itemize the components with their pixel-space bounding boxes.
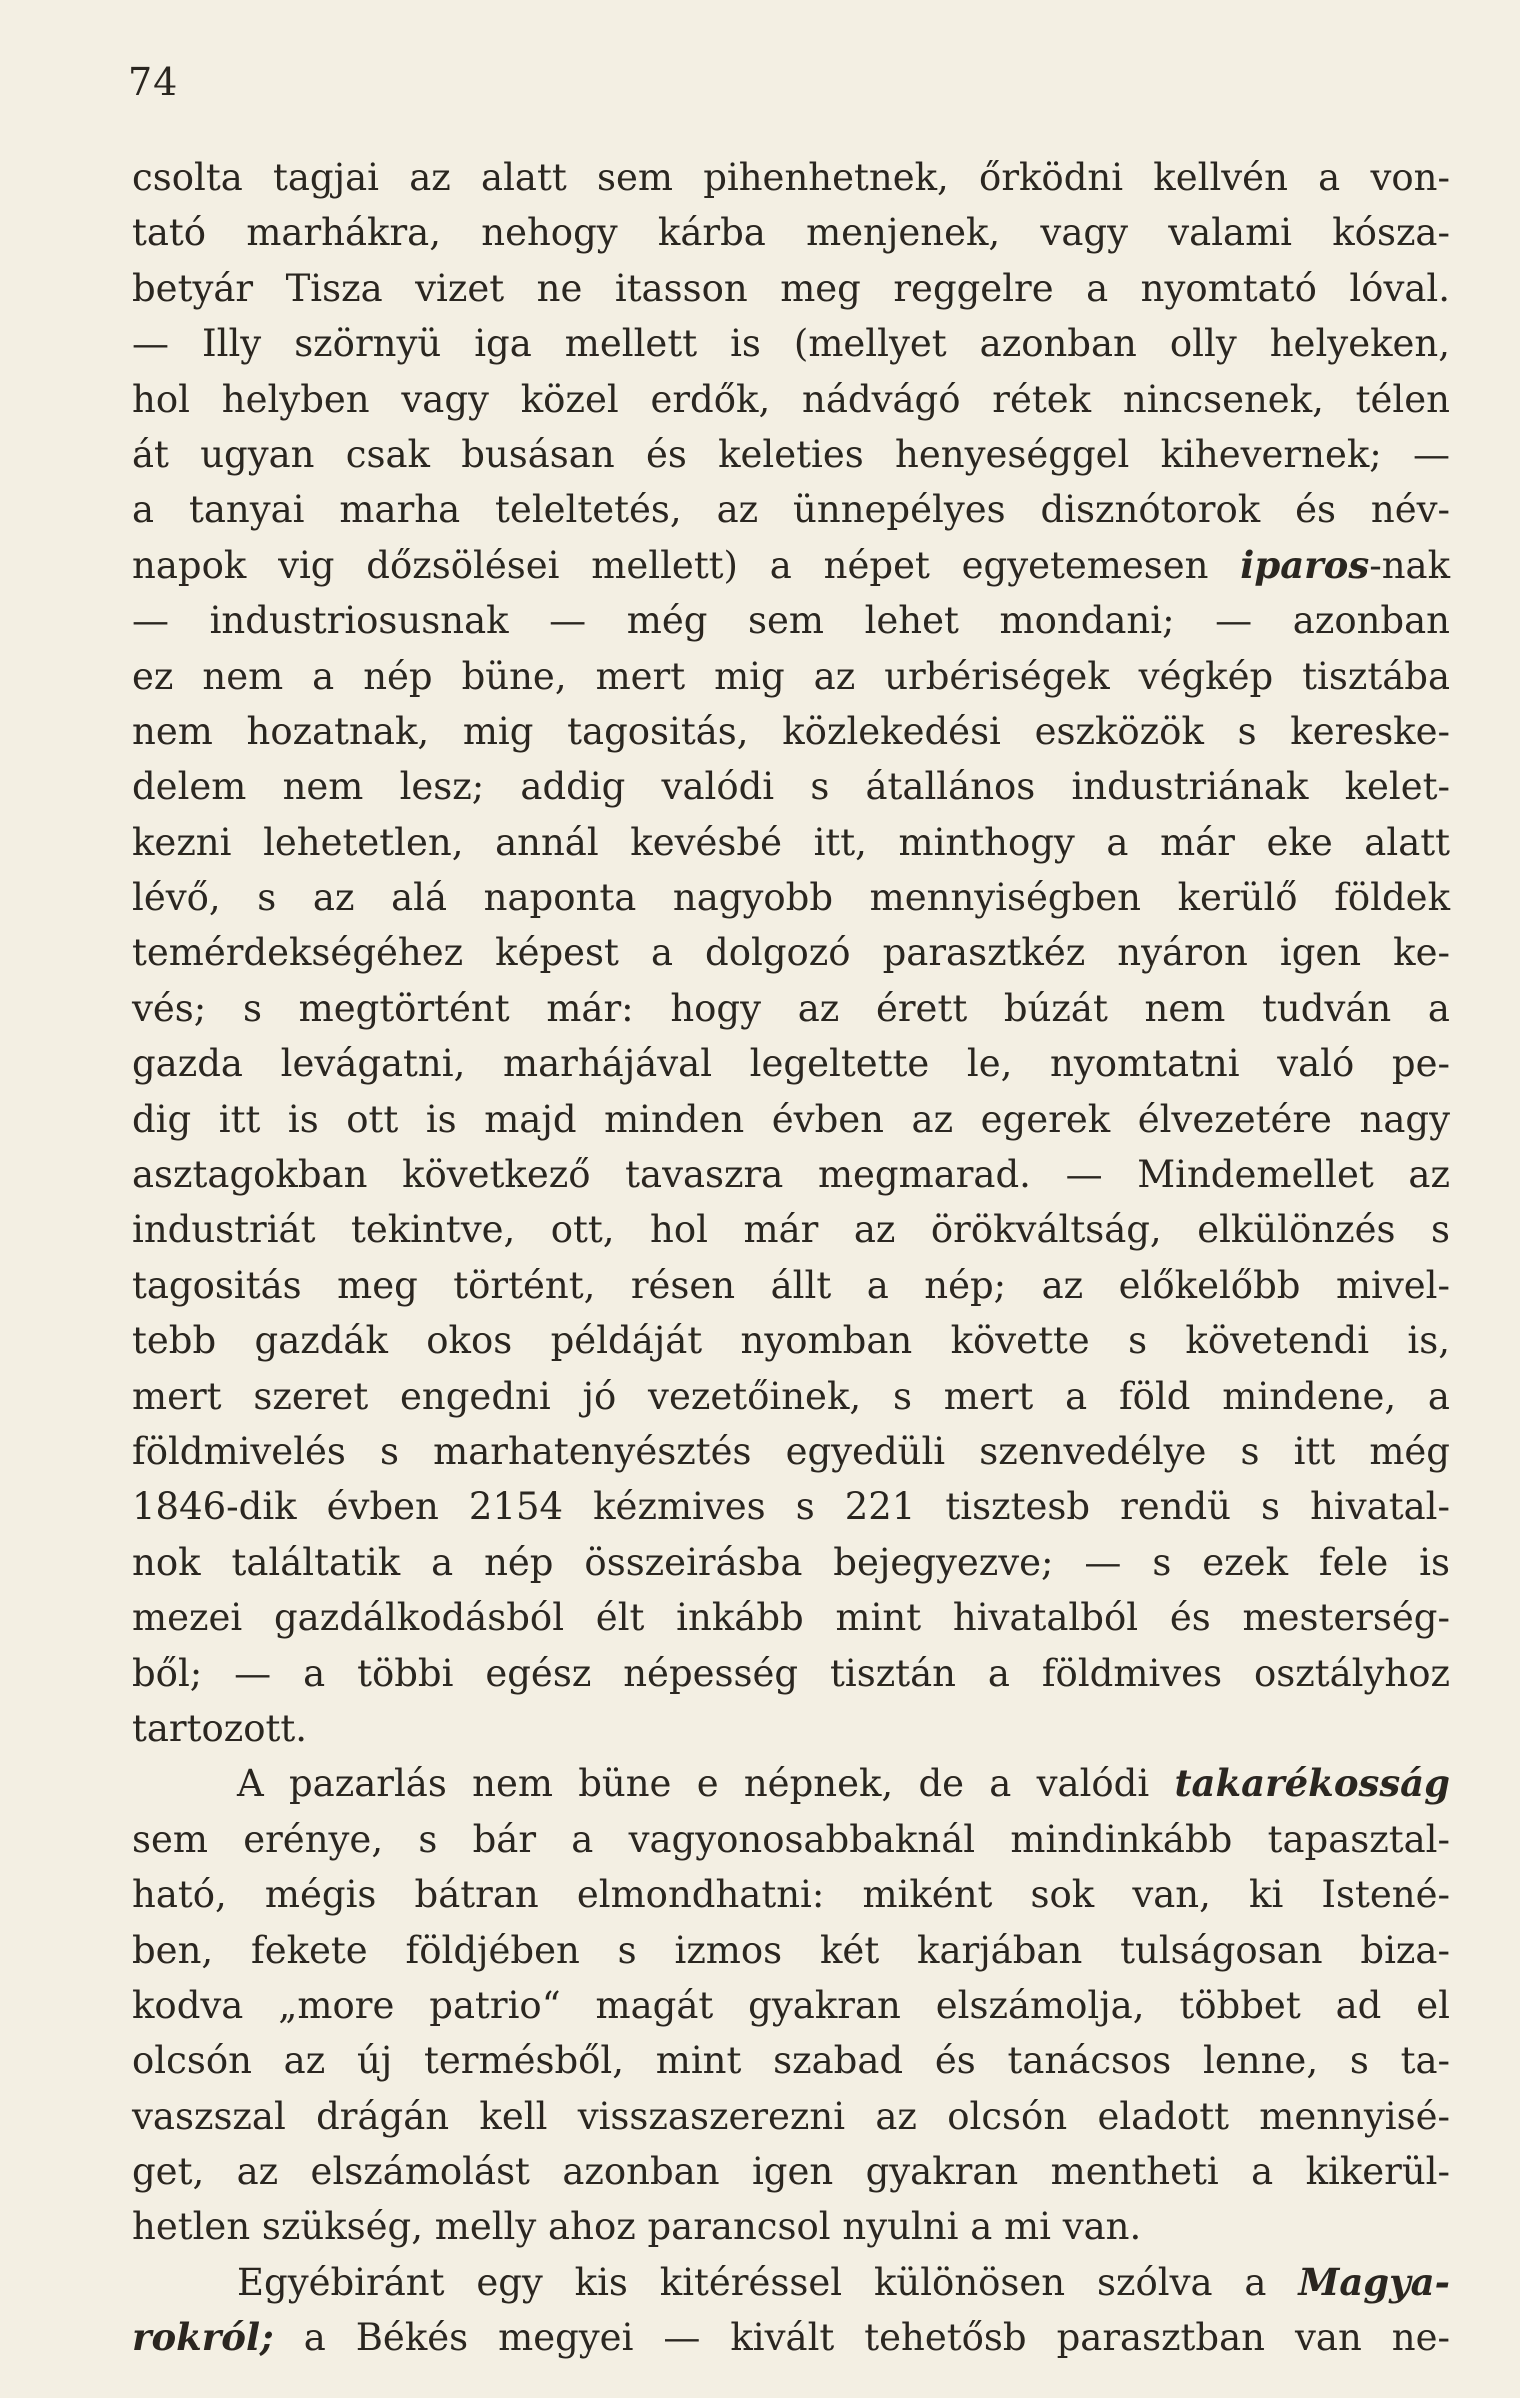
emphasized-term: Magya- xyxy=(1298,2259,1450,2304)
line-text: delem nem lesz; addig valódi s átallános industriának kelet- xyxy=(132,765,1450,809)
line-text: napok vig dőzsölései mellett) a népet egyetemesen xyxy=(132,543,1241,587)
text-line xyxy=(132,427,1450,482)
text-line xyxy=(132,759,1450,814)
line-text: industriát tekintve, ott, hol már az örökváltság, elkülönzés s xyxy=(132,1208,1450,1252)
text-line xyxy=(132,1424,1450,1479)
text-line xyxy=(132,150,1450,205)
line-text: a Békés megyei — kivált tehetősb parasztban van ne- xyxy=(273,2316,1450,2360)
text-line xyxy=(132,2033,1450,2088)
text-line xyxy=(132,1092,1450,1147)
line-text: betyár Tisza vizet ne itasson meg reggelre a nyomtató lóval. xyxy=(132,266,1450,310)
line-text: kezni lehetetlen, annál kevésbé itt, minthogy a már eke alatt xyxy=(132,820,1450,864)
line-text: tartozott. xyxy=(132,1706,308,1750)
text-line xyxy=(132,372,1450,427)
emphasized-term: takarékosság xyxy=(1174,1761,1450,1806)
line-text: hol helyben vagy közel erdők, nádvágó rétek nincsenek, télen xyxy=(132,377,1450,421)
line-text: csolta tagjai az alatt sem pihenhetnek, őrködni kellvén a von- xyxy=(132,156,1450,199)
line-text: ből; — a többi egész népesség tisztán a földmives osztályhoz xyxy=(132,1651,1450,1695)
line-text: Egyébiránt egy kis kitéréssel különösen szólva a xyxy=(237,2260,1299,2304)
text-line xyxy=(132,1258,1450,1313)
line-text: — Illy szörnyü iga mellett is (mellyet azonban olly helyeken, xyxy=(132,322,1450,366)
line-text: ható, mégis bátran elmondhatni: miként sok van, ki Istené- xyxy=(132,1873,1450,1917)
line-text: mert szeret engedni jó vezetőinek, s mert a föld mindene, a xyxy=(132,1374,1450,1418)
text-line xyxy=(132,815,1450,870)
line-text: vaszszal drágán kell visszaszerezni az olcsón eladott mennyisé- xyxy=(132,2094,1450,2138)
line-text: ben, fekete földjében s izmos két karjában tulságosan biza- xyxy=(132,1928,1450,1972)
text-line xyxy=(132,593,1450,648)
text-line xyxy=(132,261,1450,316)
text-line xyxy=(132,2255,1450,2310)
line-text: — industriosusnak — még sem lehet mondani; — azonban xyxy=(132,599,1450,643)
text-line xyxy=(132,1147,1450,1202)
text-line xyxy=(132,1202,1450,1257)
line-text: temérdekségéhez képest a dolgozó parasztkéz nyáron igen ke- xyxy=(132,931,1450,975)
line-text: dig itt is ott is majd minden évben az egerek élvezetére nagy xyxy=(132,1097,1450,1141)
line-text: nem hozatnak, mig tagositás, közlekedési eszközök s kereske- xyxy=(132,709,1450,753)
emphasized-term: rokról; xyxy=(132,2315,274,2360)
line-text: tebb gazdák okos példáját nyomban követte s követendi is, xyxy=(132,1319,1450,1363)
text-line xyxy=(132,1756,1450,1811)
text-line xyxy=(132,1535,1450,1590)
text-line xyxy=(132,1313,1450,1368)
text-line xyxy=(132,2089,1450,2144)
text-line xyxy=(132,925,1450,980)
line-text: olcsón az új termésből, mint szabad és tanácsos lenne, s ta- xyxy=(132,2039,1450,2083)
line-text: át ugyan csak busásan és keleties henyeséggel kihevernek; — xyxy=(132,432,1450,476)
line-text: vés; s megtörtént már: hogy az érett búzát nem tudván a xyxy=(132,986,1450,1030)
line-text: földmivelés s marhatenyésztés egyedüli szenvedélye s itt még xyxy=(132,1429,1450,1473)
text-line xyxy=(132,205,1450,260)
line-text: asztagokban következő tavaszra megmarad. — Mindemellet az xyxy=(132,1153,1450,1197)
line-text: tató marhákra, nehogy kárba menjenek, vagy valami kósza- xyxy=(132,211,1450,255)
line-text: hetlen szükség, melly ahoz parancsol nyulni a mi van. xyxy=(132,2205,1142,2249)
page-number: 74 xyxy=(128,60,179,104)
line-text: sem erénye, s bár a vagyonosabbaknál mindinkább tapasztal- xyxy=(132,1817,1450,1861)
text-line xyxy=(132,1590,1450,1645)
line-text: gazda levágatni, marhájával legeltette le, nyomtatni való pe- xyxy=(132,1042,1450,1086)
line-text: kodva „more patrio“ magát gyakran elszámolja, többet ad el xyxy=(132,1983,1450,2027)
line-text: A pazarlás nem büne e népnek, de a valódi xyxy=(237,1762,1175,1806)
text-line xyxy=(132,2144,1450,2199)
text-line xyxy=(132,1867,1450,1922)
emphasized-term: iparos xyxy=(1240,542,1370,587)
text-line xyxy=(132,1701,1450,1756)
line-text: -nak xyxy=(1369,543,1450,587)
text-line xyxy=(132,2310,1450,2365)
line-text: tagositás meg történt, résen állt a nép; az előkelőbb mivel- xyxy=(132,1263,1450,1307)
text-line xyxy=(132,870,1450,925)
text-line xyxy=(132,1978,1450,2033)
text-line xyxy=(132,981,1450,1036)
text-line xyxy=(132,649,1450,704)
text-line xyxy=(132,2199,1450,2254)
text-line xyxy=(132,1923,1450,1978)
text-line xyxy=(132,482,1450,537)
text-line xyxy=(132,704,1450,759)
line-text: get, az elszámolást azonban igen gyakran mentheti a kikerül- xyxy=(132,2150,1450,2194)
line-text: nok találtatik a nép összeirásba bejegyezve; — s ezek fele is xyxy=(132,1540,1450,1584)
text-line xyxy=(132,316,1450,371)
text-line xyxy=(132,1036,1450,1091)
text-line xyxy=(132,1369,1450,1424)
line-text: ez nem a nép büne, mert mig az urbériségek végkép tisztába xyxy=(132,654,1450,698)
line-text: 1846-dik évben 2154 kézmives s 221 tisztesb rendü s hivatal- xyxy=(132,1485,1450,1529)
line-text: mezei gazdálkodásból élt inkább mint hivatalból és mesterség- xyxy=(132,1596,1450,1640)
text-line xyxy=(132,538,1450,593)
text-line xyxy=(132,1479,1450,1534)
line-text: a tanyai marha teleltetés, az ünnepélyes disznótorok és név- xyxy=(132,488,1450,532)
text-line xyxy=(132,1812,1450,1867)
body-text xyxy=(132,150,1450,2366)
line-text: lévő, s az alá naponta nagyobb mennyiségben kerülő földek xyxy=(132,876,1450,920)
text-line xyxy=(132,1646,1450,1701)
